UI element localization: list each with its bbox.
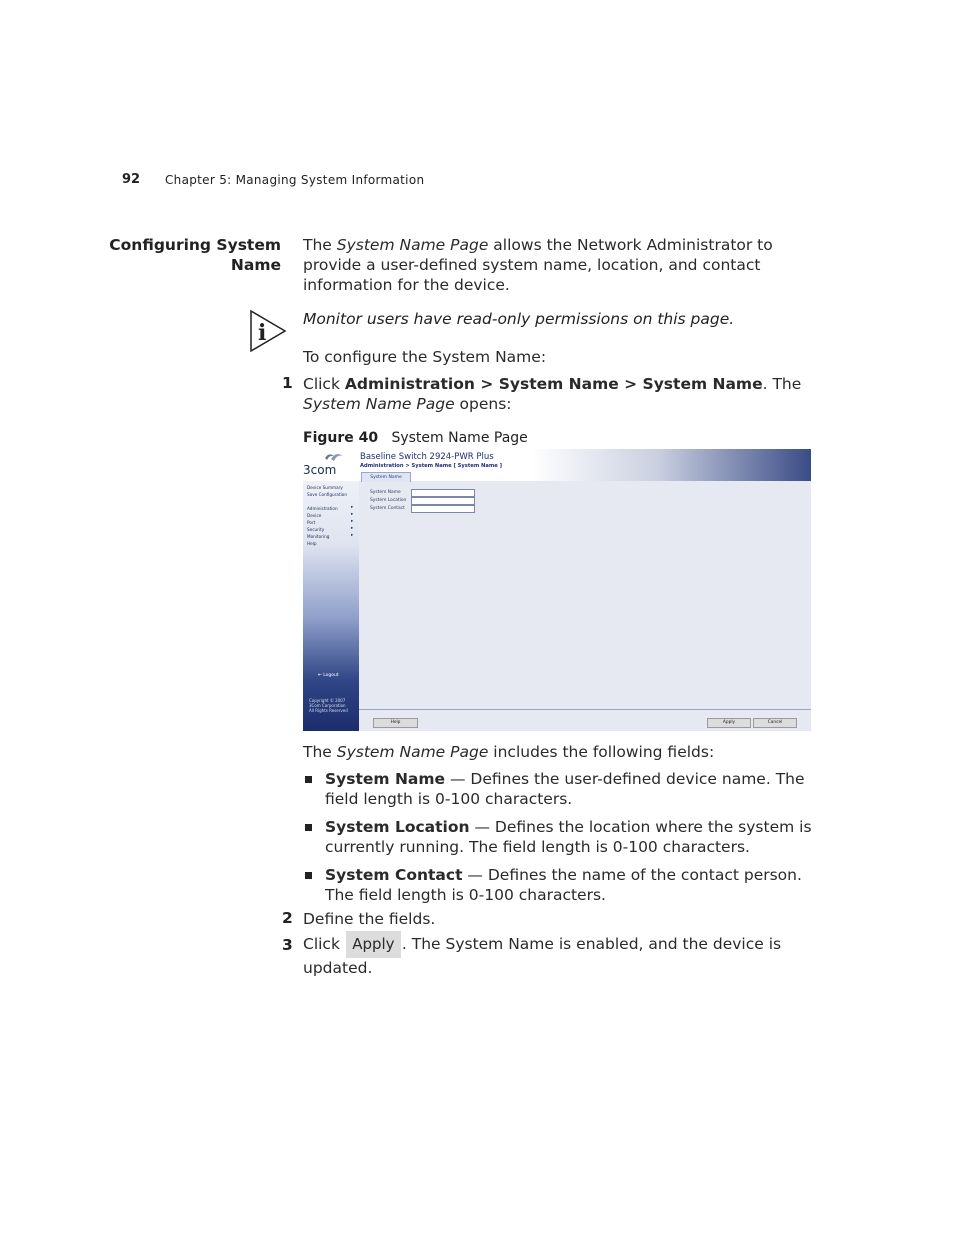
- sidebar-item-save-configuration[interactable]: Save Configuration: [307, 492, 348, 497]
- figure-screenshot: [303, 449, 811, 731]
- step-number: 3: [282, 936, 293, 954]
- sidebar-item-monitoring[interactable]: Monitoring: [307, 534, 330, 539]
- copyright-line: Copyright © 2007: [309, 698, 346, 703]
- sidebar-item-security[interactable]: Security: [307, 527, 325, 532]
- step1-post: opens:: [454, 395, 512, 413]
- step-text: [303, 931, 813, 978]
- screenshot-sidebar: [303, 481, 359, 731]
- section-heading-line1: Configuring System: [109, 236, 281, 254]
- figure-caption: [303, 430, 528, 446]
- step-number: 1: [282, 374, 293, 392]
- system-location-label: System Location: [370, 498, 407, 503]
- figure-caption-text: System Name Page: [391, 430, 528, 446]
- fields-intro-pre: The: [303, 743, 337, 761]
- sidebar-item-help[interactable]: Help: [307, 541, 317, 546]
- info-icon: [248, 309, 288, 353]
- step-text: Define the fields.: [303, 910, 436, 928]
- svg-text:i: i: [258, 320, 267, 346]
- system-contact-label: System Contact: [370, 506, 405, 511]
- step-number: 2: [282, 909, 293, 927]
- cancel-button[interactable]: Cancel: [753, 718, 797, 728]
- field-desc: — Defines the name of the contact person. The field length is 0-100 characters.: [325, 866, 802, 904]
- bullet-icon: [305, 824, 312, 831]
- copyright-line: 3Com Corporation: [309, 703, 346, 708]
- system-name-label: System Name: [370, 490, 401, 495]
- logout-link[interactable]: [318, 673, 339, 678]
- step3-post: . The System Name is enabled, and the device is updated.: [303, 935, 782, 977]
- list-item: [303, 769, 818, 809]
- chevron-right-icon: ▸: [351, 533, 354, 538]
- screenshot-footer: [359, 709, 811, 731]
- section-heading-line2: Name: [230, 256, 281, 274]
- sidebar-item-device[interactable]: Device: [307, 513, 322, 518]
- screenshot-main: [359, 481, 811, 731]
- product-title: Baseline Switch 2924-PWR Plus: [360, 452, 494, 462]
- sidebar-item-administration[interactable]: Administration: [307, 506, 338, 511]
- field-name: System Contact: [325, 866, 463, 884]
- step1-mid: . The: [762, 375, 802, 393]
- chevron-right-icon: ▸: [351, 519, 354, 524]
- apply-button[interactable]: Apply: [707, 718, 751, 728]
- note-text: Monitor users have read-only permissions on this page.: [303, 310, 735, 328]
- chevron-right-icon: ▸: [351, 505, 354, 510]
- logo-text: 3com: [303, 463, 337, 477]
- fields-intro-post: includes the following fields:: [488, 743, 715, 761]
- list-item: [303, 865, 818, 905]
- fields-intro: [303, 742, 714, 762]
- field-name: System Name: [325, 770, 446, 788]
- help-button[interactable]: Help: [373, 718, 418, 728]
- sidebar-item-device-summary[interactable]: Device Summary: [307, 485, 343, 490]
- intro-post: allows the Network Administrator to provide a user-defined system name, location, and contact information for the device.: [303, 236, 773, 294]
- intro-paragraph: [303, 235, 813, 295]
- step1-bold: Administration > System Name > System Name: [344, 375, 763, 393]
- chapter-title: Chapter 5: Managing System Information: [165, 173, 425, 187]
- step3-pre: Click: [303, 935, 345, 953]
- copyright-line: All Rights Reserved: [309, 708, 348, 713]
- fields-list: [303, 769, 818, 913]
- logout-icon: ⇤: [318, 673, 322, 678]
- list-item: [303, 817, 818, 857]
- system-location-input[interactable]: [411, 497, 475, 505]
- field-name: System Location: [325, 818, 470, 836]
- field-desc: — Defines the location where the system is currently running. The field length is 0-100 characters.: [325, 818, 812, 856]
- tab-system-name[interactable]: System Name: [361, 472, 411, 482]
- section-heading: [100, 235, 281, 275]
- logo: [303, 449, 355, 482]
- step-text: [303, 374, 813, 414]
- logout-label: Logout: [323, 673, 339, 678]
- system-contact-input[interactable]: [411, 505, 475, 513]
- chevron-right-icon: ▸: [351, 526, 354, 531]
- page-number: 92: [122, 172, 141, 187]
- bullet-icon: [305, 872, 312, 879]
- figure-label: Figure 40: [303, 430, 379, 446]
- intro-italic: System Name Page: [336, 236, 489, 254]
- step1-italic: System Name Page: [303, 395, 455, 413]
- sidebar-item-port[interactable]: Port: [307, 520, 316, 525]
- copyright-text: [309, 698, 348, 713]
- intro-pre: The: [303, 236, 337, 254]
- step1-pre: Click: [303, 375, 345, 393]
- field-desc: — Defines the user-defined device name. The field length is 0-100 characters.: [325, 770, 805, 808]
- fields-intro-italic: System Name Page: [336, 743, 489, 761]
- system-name-input[interactable]: [411, 489, 475, 497]
- bullet-icon: [305, 776, 312, 783]
- breadcrumb: Administration > System Name [ System Name ]: [360, 463, 503, 469]
- chevron-right-icon: ▸: [351, 512, 354, 517]
- lead-text: To configure the System Name:: [303, 348, 547, 366]
- apply-button-image: Apply: [346, 931, 401, 958]
